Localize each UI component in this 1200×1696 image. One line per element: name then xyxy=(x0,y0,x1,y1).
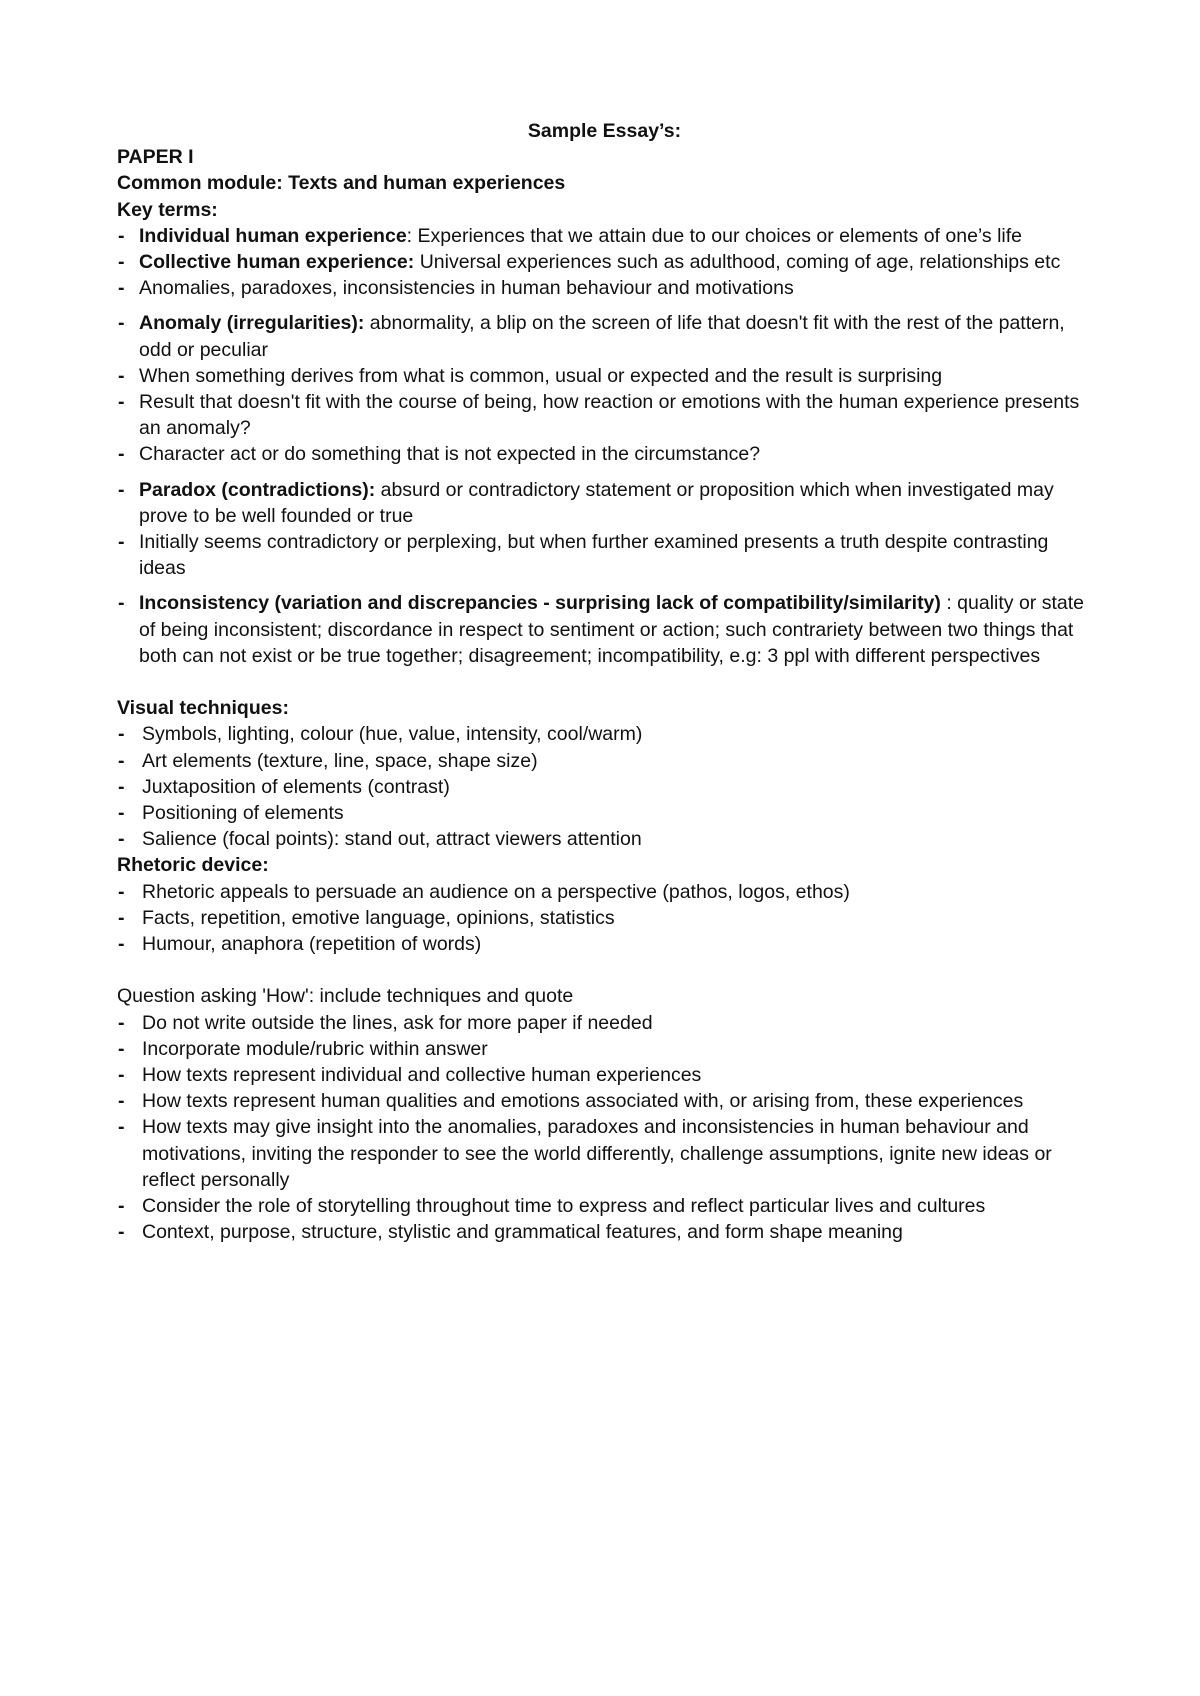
list-item xyxy=(117,275,1092,301)
key-terms-heading: Key terms: xyxy=(117,198,218,221)
list-item-text: Initially seems contradictory or perplexing, but when further examined presents a truth despite contrasting ideas xyxy=(139,531,1049,580)
list-item: - Consider the role of storytelling throughout time to express and reflect particular lives and cultures xyxy=(117,1193,1092,1219)
list-item xyxy=(117,441,1092,467)
list-item: - Rhetoric appeals to persuade an audience on a perspective (pathos, logos, ethos) xyxy=(117,879,1092,905)
term-definition: absurd or contradictory statement or proposition which when investigated may prove to be well founded or true xyxy=(139,478,1054,527)
list-item: - Do not write outside the lines, ask for more paper if needed xyxy=(117,1010,1092,1036)
list-item xyxy=(117,529,1092,581)
key-terms-list xyxy=(117,223,1092,669)
list-item: - Facts, repetition, emotive language, opinions, statistics xyxy=(117,905,1092,931)
term-definition: abnormality, a blip on the screen of life that doesn't fit with the rest of the pattern, odd or peculiar xyxy=(139,312,1065,361)
list-item: - Juxtaposition of elements (contrast) xyxy=(117,774,1092,800)
rhetoric-device-list xyxy=(117,879,1092,958)
list-item xyxy=(117,223,1092,249)
list-item: - Symbols, lighting, colour (hue, value, intensity, cool/warm) xyxy=(117,721,1092,747)
document-title: Sample Essay’s: xyxy=(527,120,682,142)
list-item: - Salience (focal points): stand out, attract viewers attention xyxy=(117,826,1092,852)
list-item xyxy=(117,590,1092,669)
list-item: - Incorporate module/rubric within answer xyxy=(117,1036,1092,1062)
rhetoric-device-heading: Rhetoric device: xyxy=(117,854,269,877)
visual-techniques-heading: Visual techniques: xyxy=(117,697,289,720)
list-item-text: Character act or do something that is not expected in the circumstance? xyxy=(139,443,761,466)
list-item xyxy=(117,477,1092,529)
list-item: - How texts represent individual and collective human experiences xyxy=(117,1062,1092,1088)
list-item: - How texts may give insight into the anomalies, paradoxes and inconsistencies in human behaviour and motivations, inviting the responder to see the world differently, challenge assumptions, ignite new ideas or reflect personally xyxy=(117,1114,1092,1193)
term-definition: : Experiences that we attain due to our choices or elements of one’s life xyxy=(406,224,1022,247)
list-item-text: Result that doesn't fit with the course of being, how reaction or emotions with the human experience presents an anomaly? xyxy=(139,391,1080,440)
term-label: Anomaly (irregularities): xyxy=(139,312,365,335)
list-item xyxy=(117,389,1092,441)
term-definition: Universal experiences such as adulthood, coming of age, relationships etc xyxy=(414,251,1061,274)
term-definition: : quality or state of being inconsistent; discordance in respect to sentiment or action; such contrariety between two things that both can not exist or be true together; disagreement; incompatibility, e.g: 3 ppl with different perspectives xyxy=(139,592,1084,667)
paper-heading: PAPER I xyxy=(117,146,194,169)
list-item xyxy=(117,310,1092,362)
question-heading: Question asking 'How': include techniques and quote xyxy=(117,985,574,1008)
list-item-text: When something derives from what is common, usual or expected and the result is surprising xyxy=(139,364,943,387)
question-list xyxy=(117,1010,1092,1246)
list-item: - How texts represent human qualities and emotions associated with, or arising from, these experiences xyxy=(117,1088,1092,1114)
visual-techniques-list xyxy=(117,721,1092,852)
spacer xyxy=(117,957,1092,983)
term-label: Inconsistency (variation and discrepancies - surprising lack of compatibility/similarity) xyxy=(139,592,941,615)
document-page xyxy=(117,118,1092,1246)
list-item xyxy=(117,363,1092,389)
list-item: - Art elements (texture, line, space, shape size) xyxy=(117,748,1092,774)
list-item: - Positioning of elements xyxy=(117,800,1092,826)
list-item: - Context, purpose, structure, stylistic and grammatical features, and form shape meaning xyxy=(117,1219,1092,1245)
list-item xyxy=(117,249,1092,275)
term-label: Individual human experience xyxy=(139,224,407,247)
spacer xyxy=(117,669,1092,695)
term-label: Paradox (contradictions): xyxy=(139,478,376,501)
term-label: Collective human experience: xyxy=(139,251,415,274)
list-item-text: Anomalies, paradoxes, inconsistencies in human behaviour and motivations xyxy=(139,277,794,300)
module-heading: Common module: Texts and human experiences xyxy=(117,172,566,195)
list-item: - Humour, anaphora (repetition of words) xyxy=(117,931,1092,957)
